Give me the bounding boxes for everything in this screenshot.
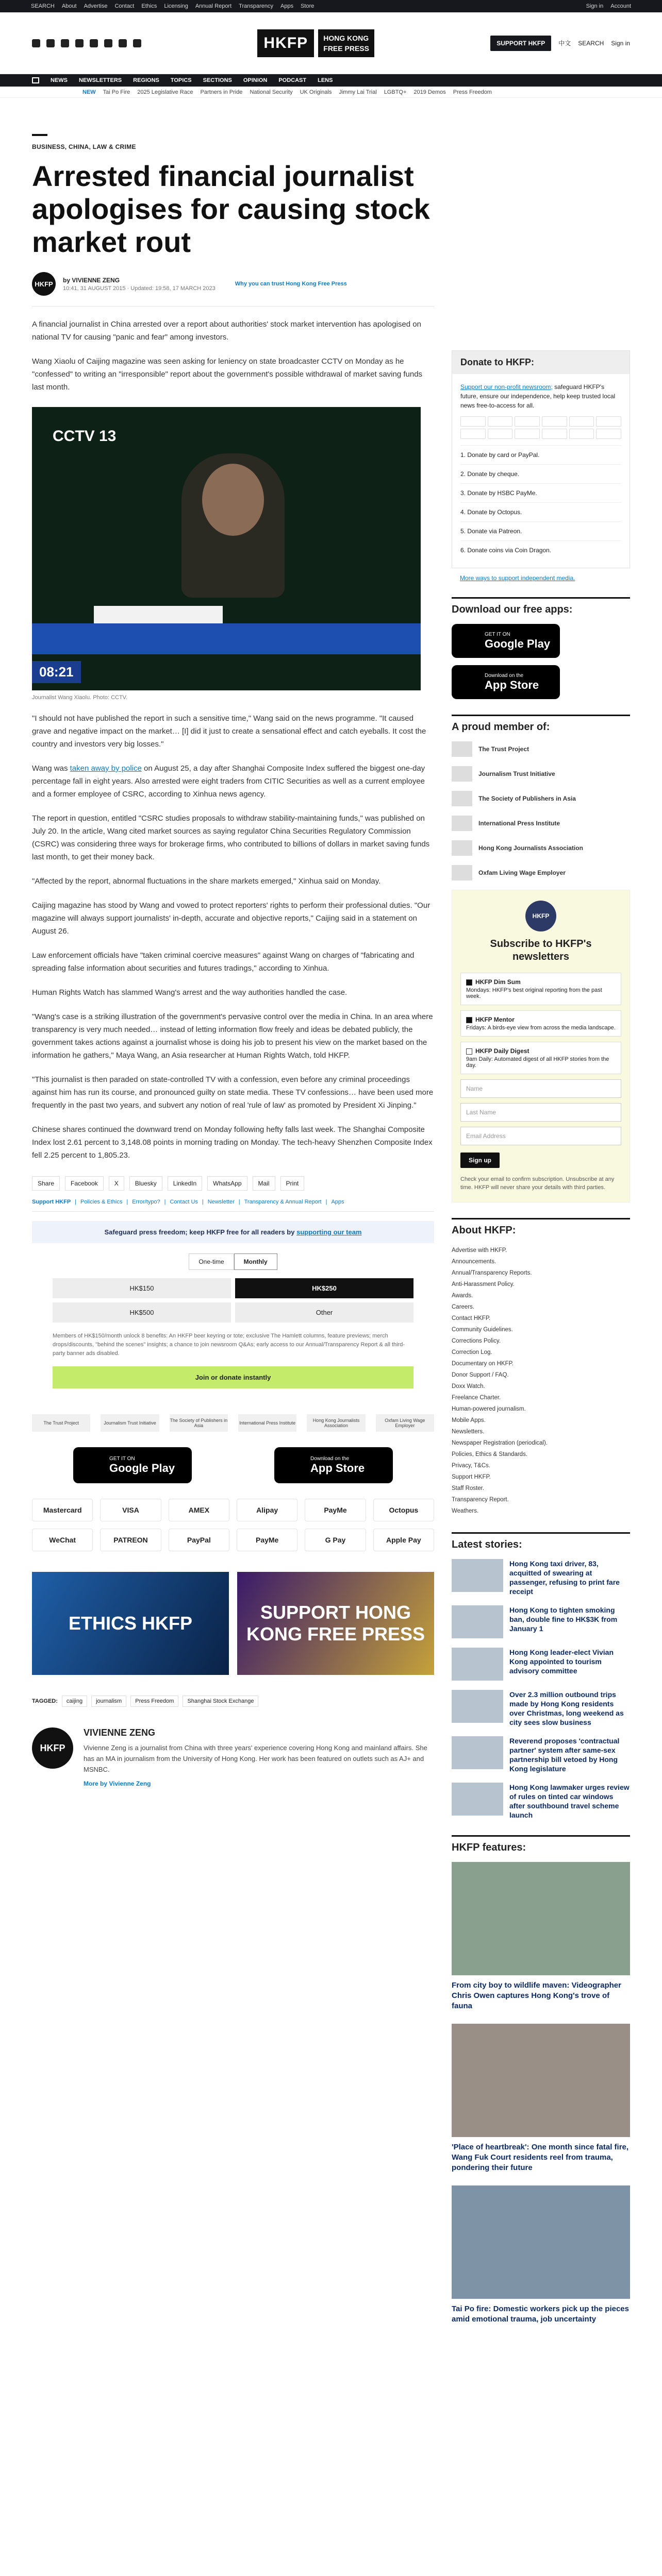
feature-headline: 'Place of heartbreak': One month since fatal fire, Wang Fuk Court residents reel from trauma, pondering their future: [452, 2143, 629, 2172]
member-item[interactable]: [452, 865, 630, 880]
story-thumbnail: [452, 1605, 503, 1638]
newsletter-title: Subscribe to HKFP's newsletters: [490, 938, 592, 962]
latest-story[interactable]: [452, 1559, 630, 1596]
payment-methods: [32, 1499, 434, 1551]
home-icon[interactable]: [32, 77, 39, 83]
feature-headline: From city boy to wildlife maven: Videographer Chris Owen captures Hong Kong's trove of fauna: [452, 1981, 621, 2010]
card-logo: [596, 416, 621, 427]
applepay-logo[interactable]: Apple Pay: [373, 1529, 434, 1551]
photo-subject-face: [202, 464, 264, 536]
about-link[interactable]: Newspaper Registration (periodical).: [452, 1440, 548, 1446]
latest-story[interactable]: [452, 1783, 630, 1820]
app-store-label: App Store: [485, 678, 539, 691]
site-logo[interactable]: [257, 29, 374, 57]
oxfam-logo[interactable]: Oxfam Living Wage Employer: [376, 1414, 434, 1432]
kicker-rule: [32, 134, 47, 136]
app-store-button[interactable]: [274, 1447, 393, 1483]
share-linkedin-button[interactable]: LinkedIn: [168, 1176, 202, 1191]
support-banner: [32, 1221, 434, 1243]
top-utility-bar: [0, 0, 662, 12]
threads-icon[interactable]: [75, 39, 84, 47]
trending-bar: [0, 87, 662, 98]
member-name: Hong Kong Journalists Association: [478, 844, 583, 852]
google-play-label: Google Play: [109, 1461, 175, 1475]
member-list: [452, 741, 630, 880]
nav-topics[interactable]: TOPICS: [170, 77, 192, 83]
topbar-ethics[interactable]: Ethics: [141, 3, 157, 9]
donate-intro: [460, 382, 621, 410]
paragraph: The report in question, entitled "CSRC studies proposals to withdraw stability-maintaining funds," was published on July 20. In the article, Wang cited market sources as saying regulator China Securities Regulatory Commission (CSRC) was considering three ways for brokerage firms, who contributed to billions of dollars in market saving funds last month, to get their money back.: [32, 814, 430, 861]
author-box-avatar[interactable]: HKFP: [32, 1727, 73, 1769]
article-title: Arrested financial journalist apologises for causing stock market rout: [32, 160, 430, 258]
tag[interactable]: caijing: [62, 1696, 87, 1707]
header-search-button[interactable]: SEARCH: [578, 39, 604, 47]
tag[interactable]: Shanghai Stock Exchange: [183, 1696, 258, 1707]
linkedin-icon[interactable]: [104, 39, 112, 47]
author-box-name[interactable]: VIVIENNE ZENG: [84, 1727, 156, 1738]
card-logo: [488, 416, 513, 427]
footlink-sep: |: [202, 1199, 204, 1205]
newsletter-option[interactable]: [460, 1042, 621, 1074]
nav-lens[interactable]: LENS: [318, 77, 333, 83]
newsletter-option-desc: Mondays: HKFP's best original reporting from the past week.: [466, 987, 602, 999]
checkbox-checked[interactable]: [466, 979, 472, 986]
member-badges: [32, 1414, 434, 1432]
topbar-advertise[interactable]: Advertise: [84, 3, 108, 9]
story-headline: Reverend proposes 'contractual partner' system after same-sex partnership bill vetoed by Hong Kong legislature: [509, 1737, 620, 1773]
trending-item[interactable]: National Security: [250, 89, 293, 95]
donate-option[interactable]: 2. Donate by cheque.: [460, 464, 621, 483]
about-link[interactable]: Careers.: [452, 1304, 475, 1310]
jti-logo[interactable]: Journalism Trust Initiative: [101, 1414, 159, 1432]
donate-option[interactable]: 5. Donate via Patreon.: [460, 521, 621, 540]
feature-story[interactable]: [452, 2185, 630, 2325]
latest-story[interactable]: [452, 1690, 630, 1727]
about-link[interactable]: Weathers.: [452, 1508, 479, 1514]
newsletter-option-name: HKFP Mentor: [475, 1016, 515, 1023]
member-item[interactable]: [452, 840, 630, 856]
trust-project-logo[interactable]: The Trust Project: [32, 1414, 90, 1432]
support-banner-link[interactable]: supporting our team: [296, 1228, 362, 1236]
sidebar-google-play-button[interactable]: [452, 624, 560, 658]
topbar-licensing[interactable]: Licensing: [164, 3, 188, 9]
card-logo: [569, 429, 594, 439]
author-box: [32, 1727, 434, 1787]
member-name: The Society of Publishers in Asia: [478, 795, 576, 802]
card-logo: [515, 429, 540, 439]
share-whatsapp-button[interactable]: WhatsApp: [207, 1176, 247, 1191]
paypal-logo[interactable]: PayPal: [169, 1529, 229, 1551]
footlink-transparency[interactable]: Transparency & Annual Report: [244, 1199, 322, 1205]
latest-title: Latest stories:: [452, 1532, 630, 1551]
latest-story[interactable]: [452, 1736, 630, 1773]
story-thumbnail: [452, 1736, 503, 1769]
latest-story[interactable]: [452, 1605, 630, 1638]
nav-regions[interactable]: REGIONS: [133, 77, 159, 83]
about-link[interactable]: Mobile Apps.: [452, 1417, 486, 1423]
article-footer-links: [32, 1199, 434, 1212]
gpay-logo[interactable]: G Pay: [305, 1529, 366, 1551]
about-link[interactable]: Documentary on HKFP.: [452, 1361, 514, 1367]
share-facebook-button[interactable]: Facebook: [65, 1176, 104, 1191]
story-headline: Over 2.3 million outbound trips made by Hong Kong residents over Christmas, long weekend as city sees slow business: [509, 1690, 624, 1726]
trending-item[interactable]: Jimmy Lai Trial: [339, 89, 377, 95]
member-logo: [452, 791, 472, 806]
about-link[interactable]: Policies, Ethics & Standards.: [452, 1451, 528, 1458]
amex-logo[interactable]: AMEX: [169, 1499, 229, 1521]
donate-option[interactable]: 1. Donate by card or PayPal.: [460, 445, 621, 464]
alipay-logo[interactable]: Alipay: [237, 1499, 297, 1521]
freq-one-time[interactable]: One-time: [189, 1253, 234, 1270]
octopus-logo[interactable]: Octopus: [373, 1499, 434, 1521]
about-link[interactable]: Anti-Harassment Policy.: [452, 1281, 515, 1287]
photo-caption: Journalist Wang Xiaolu. Photo: CCTV.: [32, 694, 128, 701]
checkbox[interactable]: [466, 1048, 472, 1055]
about-link[interactable]: Newsletters.: [452, 1429, 485, 1435]
member-name: International Press Institute: [478, 820, 560, 827]
support-promo[interactable]: SUPPORT HONG KONG FREE PRESS: [237, 1572, 434, 1675]
mastercard-logo[interactable]: Mastercard: [32, 1499, 93, 1521]
amount-option-other[interactable]: Other: [235, 1302, 413, 1323]
author-prefix: by: [63, 276, 71, 284]
donate-card-logos: [460, 416, 621, 439]
card-logo: [460, 416, 486, 427]
donate-option[interactable]: 6. Donate coins via Coin Dragon.: [460, 540, 621, 560]
topbar-store[interactable]: Store: [301, 3, 315, 9]
logo-mark: HKFP: [257, 29, 314, 57]
footlink-apps[interactable]: Apps: [331, 1199, 344, 1205]
member-logo: [452, 816, 472, 831]
hkja-logo[interactable]: Hong Kong Journalists Association: [307, 1414, 365, 1432]
email-field[interactable]: Email Address: [460, 1127, 621, 1145]
article-categories[interactable]: BUSINESS, CHINA, LAW & CRIME: [32, 143, 136, 150]
ethics-promo[interactable]: ETHICS HKFP: [32, 1572, 229, 1675]
trending-item[interactable]: Press Freedom: [453, 89, 492, 95]
google-play-small: GET IT ON: [109, 1455, 135, 1462]
paragraph: "Affected by the report, abnormal fluctuations in the share markets emerged," Xinhua said on Monday.: [32, 877, 381, 886]
about-link[interactable]: Support HKFP.: [452, 1474, 491, 1480]
donate-option[interactable]: 4. Donate by Octopus.: [460, 502, 621, 521]
topbar-search[interactable]: SEARCH: [31, 3, 55, 9]
trending-item[interactable]: 2019 Demos: [413, 89, 446, 95]
footlink-sep: |: [164, 1199, 166, 1205]
feature-headline: Tai Po fire: Domestic workers pick up the pieces amid emotional trauma, job uncertainty: [452, 2304, 629, 2324]
tags: [32, 1696, 434, 1707]
card-logo: [460, 429, 486, 439]
about-link[interactable]: Doxx Watch.: [452, 1383, 485, 1389]
story-thumbnail: [452, 1783, 503, 1816]
police-link[interactable]: taken away by police: [70, 764, 142, 773]
membership-note: Members of HK$150/month unlock 8 benefits: An HKFP beer keyring or tote; exclusive The Hamlett columns, feature previews; merch drops/discounts, "behind the scenes" insights; a chance to join newsroom Q&As; early access to our Annual/Transparency Report & all third-party banner ads disabled.: [53, 1333, 405, 1357]
nav-sections[interactable]: SECTIONS: [203, 77, 232, 83]
donate-widget: [452, 350, 630, 568]
latest-story[interactable]: [452, 1648, 630, 1681]
footlink-sep: |: [325, 1199, 327, 1205]
tag[interactable]: Press Freedom: [130, 1696, 178, 1707]
author-name[interactable]: [63, 277, 216, 284]
sidebar-app-store-button[interactable]: [452, 665, 560, 699]
more-by-author-link[interactable]: More by Vivienne Zeng: [84, 1780, 151, 1787]
paragraph: Law enforcement officials have "taken criminal coercive measures" against Wang on charges of "fabricating and spreading false information about securities and futures tradings," according to Xinhua.: [32, 951, 415, 973]
card-logo: [488, 429, 513, 439]
sopa-logo[interactable]: The Society of Publishers in Asia: [170, 1414, 228, 1432]
trending-item[interactable]: 2025 Legislative Race: [137, 89, 193, 95]
paragraph: A financial journalist in China arrested over a report about authorities' stock market intervention has apologised on national TV for causing "panic and fear" among investors.: [32, 320, 421, 342]
google-play-label: Google Play: [485, 637, 551, 650]
about-links: [452, 1245, 630, 1517]
trust-link[interactable]: Why you can trust Hong Kong Free Press: [235, 281, 347, 287]
newsletter-option[interactable]: [460, 1010, 621, 1037]
topbar-contact[interactable]: Contact: [114, 3, 135, 9]
trending-item[interactable]: Tai Po Fire: [103, 89, 130, 95]
story-headline: Hong Kong leader-elect Vivian Kong appointed to tourism advisory committee: [509, 1648, 614, 1675]
donate-intro-text: safeguard HKFP's future, ensure our independence, help keep trusted local news free-to-access for all.: [460, 383, 616, 409]
about-link[interactable]: Awards.: [452, 1293, 473, 1299]
about-link[interactable]: Community Guidelines.: [452, 1327, 513, 1333]
app-store-small: Download on the: [485, 672, 524, 679]
donation-amounts: [53, 1278, 413, 1323]
app-store-label: App Store: [310, 1461, 365, 1475]
logo-line-2: FREE PRESS: [323, 44, 369, 53]
footlink-error[interactable]: Error/typo?: [132, 1199, 160, 1205]
trending-item[interactable]: UK Originals: [300, 89, 332, 95]
payme-logo[interactable]: PayMe: [305, 1499, 366, 1521]
story-thumbnail: [452, 1690, 503, 1723]
share-bluesky-button[interactable]: Bluesky: [129, 1176, 162, 1191]
language-switch[interactable]: 中文: [558, 40, 571, 47]
support-hkfp-button[interactable]: SUPPORT HKFP: [490, 36, 551, 51]
instagram-icon[interactable]: [61, 39, 69, 47]
feature-image: [452, 1862, 630, 1975]
about-link[interactable]: Staff Roster.: [452, 1485, 485, 1492]
article: [32, 134, 434, 1787]
facebook-icon[interactable]: [32, 39, 40, 47]
photo-clock: 08:21: [32, 661, 81, 683]
member-item[interactable]: [452, 741, 630, 757]
footlink-policies[interactable]: Policies & Ethics: [80, 1199, 123, 1205]
paragraph: Wang Xiaolu of Caijing magazine was seen asking for leniency on state broadcaster CCTV on Monday as he "confessed" to writing an "irresponsible" report about the government's possible withdrawal of market saving funds last month.: [32, 357, 423, 392]
footlink-newsletter[interactable]: Newsletter: [207, 1199, 235, 1205]
newsletter-option-desc: Fridays: A birds-eye view from across the media landscape.: [466, 1025, 616, 1031]
p4-rest: on August 25, a day after Shanghai Composite Index suffered the biggest one-day percentage fall in eight years. Also arrested were eight traders from CITIC Securities as well as a current employee and a former employee of CSRC, according to Xinhua news agency.: [32, 764, 425, 799]
article-photo: [32, 407, 421, 690]
feature-image: [452, 2185, 630, 2299]
card-logo: [542, 416, 567, 427]
topbar-signin[interactable]: Sign in: [586, 3, 604, 9]
about-link[interactable]: Contact HKFP.: [452, 1315, 491, 1321]
card-logo: [569, 416, 594, 427]
newsletter-option-desc: 9am Daily: Automated digest of all HKFP stories from the day.: [466, 1056, 609, 1069]
share-x-button[interactable]: X: [109, 1176, 124, 1191]
trending-item[interactable]: Partners in Pride: [200, 89, 243, 95]
topbar-apps[interactable]: Apps: [280, 3, 294, 9]
donate-option[interactable]: 3. Donate by HSBC PayMe.: [460, 483, 621, 502]
card-logo: [542, 429, 567, 439]
app-store-links: [32, 1447, 434, 1483]
join-donate-button[interactable]: Join or donate instantly: [53, 1366, 413, 1388]
main-nav: [0, 74, 662, 87]
nav-podcast[interactable]: PODCAST: [278, 77, 307, 83]
footlink-sep: |: [75, 1199, 77, 1205]
story-headline: Hong Kong taxi driver, 83, acquitted of swearing at passenger, refusing to print fare receipt: [509, 1560, 620, 1596]
paragraph: Chinese shares continued the downward trend on Monday following hefty falls last week. The Shanghai Composite Index lost 2.61 percent to 3,148.08 points in morning trading on Monday. The tech-heavy Shenzhen Composite Index fell 2.25 percent to 1,805.23.: [32, 1125, 433, 1160]
share-label: Share: [32, 1176, 60, 1191]
about-link[interactable]: Announcements.: [452, 1259, 496, 1265]
promo-banners: [32, 1572, 434, 1675]
newsletter-fine-print: Check your email to confirm subscription. Unsubscribe at any time. HKFP will never share your details with third parties.: [460, 1176, 615, 1191]
apps-title: Download our free apps:: [452, 597, 630, 616]
topbar-transparency[interactable]: Transparency: [239, 3, 273, 9]
member-name: Oxfam Living Wage Employer: [478, 869, 566, 876]
about-link[interactable]: Freelance Charter.: [452, 1395, 501, 1401]
p4-lead: Wang was: [32, 764, 70, 773]
feature-story[interactable]: [452, 1862, 630, 2011]
payme-logo[interactable]: PayMe: [237, 1529, 297, 1551]
ipi-logo[interactable]: International Press Institute: [238, 1414, 296, 1432]
freq-monthly[interactable]: Monthly: [234, 1253, 277, 1270]
paragraph: Human Rights Watch has slammed Wang's arrest and the way authorities handled the case.: [32, 988, 347, 997]
member-item[interactable]: [452, 766, 630, 782]
about-link[interactable]: Corrections Policy.: [452, 1338, 501, 1344]
about-link[interactable]: Donor Support / FAQ.: [452, 1372, 509, 1378]
amount-option-selected[interactable]: HK$250: [235, 1278, 413, 1298]
member-logo: [452, 865, 472, 880]
share-mail-button[interactable]: Mail: [253, 1176, 275, 1191]
topbar-account[interactable]: Account: [610, 3, 631, 9]
about-title: About HKFP:: [452, 1218, 630, 1236]
member-item[interactable]: [452, 791, 630, 806]
member-title: A proud member of:: [452, 715, 630, 733]
last-name-field[interactable]: Last Name: [460, 1103, 621, 1122]
paragraph: "I should not have published the report in such a sensitive time," Wang said on the news programme. "It caused grave and negative impact on the market… [I] did it just to create a sensational effect and catch eyeballs. It cost the country and investors very big losses.": [32, 714, 426, 749]
newsletter-option[interactable]: [460, 973, 621, 1005]
more-ways-link[interactable]: More ways to support independent media.: [460, 574, 575, 582]
newsletter-widget: [452, 890, 630, 1202]
header-actions: [490, 36, 630, 51]
publish-dates: 10:41, 31 AUGUST 2015 · Updated: 19:58, 17 MARCH 2023: [63, 285, 216, 292]
photo-name-band: [94, 606, 223, 623]
member-name: Journalism Trust Initiative: [478, 770, 555, 777]
about-link[interactable]: Transparency Report.: [452, 1497, 509, 1503]
visa-logo[interactable]: VISA: [100, 1499, 161, 1521]
member-logo: [452, 741, 472, 757]
footlink-contact[interactable]: Contact Us: [170, 1199, 198, 1205]
member-logo: [452, 766, 472, 782]
bluesky-icon[interactable]: [119, 39, 127, 47]
tag[interactable]: journalism: [91, 1696, 126, 1707]
photo-subtitle-band: [32, 623, 421, 654]
about-link[interactable]: Correction Log.: [452, 1349, 492, 1355]
google-play-button[interactable]: [73, 1447, 192, 1483]
newsletter-signup-button[interactable]: Sign up: [460, 1153, 500, 1168]
paragraph: "Wang's case is a striking illustration of the government's pervasive control over the media in China. In an area where transparency is very much needed… instead of letting information flow freely and ideas be debated publicly, the government takes actions against a journalist whose is doing his job to present his view on the market based on the information he gathers," Maya Wang, an Asia researcher at Human Rights Watch, told HKFP.: [32, 1012, 433, 1060]
footlink-support[interactable]: Support HKFP: [32, 1199, 71, 1205]
x-icon[interactable]: [46, 39, 55, 47]
logo-line-1: HONG KONG: [323, 33, 369, 42]
tags-label: TAGGED:: [32, 1698, 58, 1704]
site-header: [0, 12, 662, 74]
feature-image: [452, 2024, 630, 2137]
checkbox-checked[interactable]: [466, 1017, 472, 1023]
about-link[interactable]: Annual/Transparency Reports.: [452, 1270, 532, 1276]
social-links: [32, 39, 141, 47]
donate-options: [460, 445, 621, 560]
app-store-small: Download on the: [310, 1455, 350, 1462]
paragraph: [32, 762, 434, 801]
amount-option[interactable]: HK$150: [53, 1278, 231, 1298]
footlink-sep: |: [126, 1199, 128, 1205]
first-name-field[interactable]: Name: [460, 1079, 621, 1098]
newsletter-option-name: HKFP Daily Digest: [475, 1047, 529, 1055]
story-thumbnail: [452, 1559, 503, 1592]
share-print-button[interactable]: Print: [280, 1176, 305, 1191]
story-headline: Hong Kong to tighten smoking ban, double fine to HK$3K from January 1: [509, 1606, 618, 1633]
nav-opinion[interactable]: OPINION: [243, 77, 268, 83]
amount-option[interactable]: HK$500: [53, 1302, 231, 1323]
paragraph: Caijing magazine has stood by Wang and vowed to protect reporters' rights to perform their professional duties. "Our magazine will always support journalists' in-depth, accurate and objective reports," Caijing said in a statement on August 26.: [32, 901, 431, 936]
donation-frequency: [32, 1253, 434, 1270]
donate-title: Donate to HKFP:: [452, 351, 630, 374]
latest-stories: [452, 1559, 630, 1820]
header-signin-button[interactable]: Sign in: [611, 39, 630, 47]
card-logo: [596, 429, 621, 439]
paragraph: "This journalist is then paraded on state-controlled TV with a confession, even before any criminal proceedings against him has run its course, and pronounced guilty on state media. These TV confessions… have been used more frequently in the past two years, and subvert any notion of real 'rule of law' as promoted by President Xi Jinping.": [32, 1075, 434, 1110]
sidebar: [452, 350, 630, 2337]
about-link[interactable]: Privacy, T&Cs.: [452, 1463, 490, 1469]
topbar-annual-report[interactable]: Annual Report: [195, 3, 232, 9]
trending-item[interactable]: LGBTQ+: [384, 89, 407, 95]
nav-news[interactable]: NEWS: [51, 77, 68, 83]
donate-intro-link[interactable]: Support our non-profit newsroom;: [460, 383, 553, 391]
story-thumbnail: [452, 1648, 503, 1681]
author-avatar[interactable]: HKFP: [32, 272, 56, 296]
member-logo: [452, 840, 472, 856]
about-link[interactable]: Advertise with HKFP.: [452, 1247, 507, 1253]
newsletter-logo: HKFP: [525, 901, 556, 931]
support-banner-text: Safeguard press freedom; keep HKFP free for all readers by: [104, 1228, 295, 1236]
share-bar: [32, 1176, 434, 1191]
newsletter-option-name: HKFP Dim Sum: [475, 978, 521, 986]
features-title: HKFP features:: [452, 1835, 630, 1854]
card-logo: [515, 416, 540, 427]
logo-wordmark: [318, 29, 374, 57]
patreon-logo[interactable]: PATREON: [100, 1529, 161, 1551]
about-link[interactable]: Human-powered journalism.: [452, 1406, 526, 1412]
author-name-text: VIVIENNE ZENG: [72, 276, 120, 284]
story-headline: Hong Kong lawmaker urges review of rules on tinted car windows after southbound travel scheme launch: [509, 1783, 630, 1819]
footlink-sep: |: [238, 1199, 240, 1205]
member-name: The Trust Project: [478, 745, 529, 753]
youtube-icon[interactable]: [90, 39, 98, 47]
rss-icon[interactable]: [133, 39, 141, 47]
feature-story[interactable]: [452, 2024, 630, 2173]
article-body: [32, 318, 434, 1162]
nav-newsletters[interactable]: NEWSLETTERS: [79, 77, 122, 83]
byline: [32, 272, 434, 307]
google-play-small: GET IT ON: [485, 631, 510, 637]
member-item[interactable]: [452, 816, 630, 831]
author-box-bio: Vivienne Zeng is a journalist from China with three years' experience covering Hong Kong and mainland affairs. She has an MA in journalism from the University of Hong Kong. Her work has been featured on outlets such as AJ+ and MSNBC.: [84, 1744, 427, 1773]
wechat-logo[interactable]: WeChat: [32, 1529, 93, 1551]
photo-channel-logo: CCTV 13: [53, 428, 117, 445]
trending-new-label: NEW: [82, 89, 96, 95]
topbar-about[interactable]: About: [61, 3, 77, 9]
